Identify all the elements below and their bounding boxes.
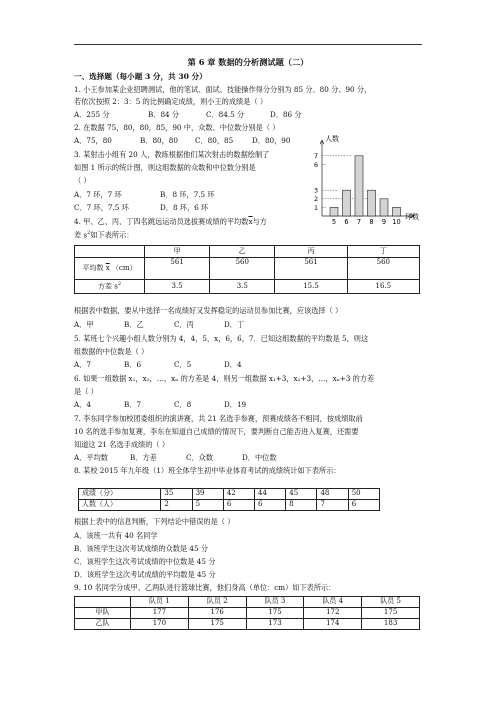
q5-option-b: B．6 bbox=[124, 360, 142, 369]
x-tick-label: 9 bbox=[381, 218, 387, 226]
q3-option-b: B．8 环，7.5 环 bbox=[160, 190, 215, 199]
q9-header-cell: 队员 3 bbox=[246, 597, 304, 608]
q4-line-1-text: 4. 甲、乙、丙、丁四名跳远运动员选拔赛成绩的平均数 bbox=[74, 217, 249, 226]
section-heading: 一、选择题（每小题 3 分，共 30 分） bbox=[74, 72, 207, 81]
x-tick-label: 7 bbox=[356, 218, 362, 226]
q8-cell: 39 bbox=[192, 489, 223, 500]
q4-line-2-text: 差 s bbox=[74, 230, 88, 240]
q8-cell: 6 bbox=[348, 500, 379, 511]
q4-cell: 3.5 bbox=[145, 280, 210, 294]
q3-option-a: A．7 环，7 环 bbox=[74, 190, 122, 199]
table-row bbox=[75, 608, 420, 619]
q4-header-cell bbox=[75, 246, 145, 258]
q8-option-b: B．该班学生这次考试成绩的众数是 45 分 bbox=[74, 544, 208, 553]
q5-line-2: 组数据的中位数是（ ） bbox=[74, 347, 149, 356]
table-row bbox=[75, 258, 420, 280]
q1-line-2: 若依次按照 2：3：5 的比例确定成绩，则小王的成绩是（ ） bbox=[74, 97, 268, 106]
q3-line-3: （ ） bbox=[74, 176, 91, 185]
q8-cell: 48 bbox=[317, 489, 348, 500]
q9-cell: 177 bbox=[131, 608, 189, 619]
q4-row1-xbar: $\overline{x}$ bbox=[105, 263, 110, 272]
table-row bbox=[75, 597, 420, 608]
x-axis-label: 环数 bbox=[405, 213, 419, 221]
q9-header-cell: 队员 5 bbox=[362, 597, 420, 608]
q9-header-cell: 队员 4 bbox=[304, 597, 362, 608]
bar-8 bbox=[368, 190, 376, 216]
q4-cell: 561 bbox=[145, 258, 210, 280]
q7-line-3: 知道这 21 名选手成绩的（ ） bbox=[74, 440, 170, 449]
q8-cell: 5 bbox=[192, 500, 223, 511]
q3-bar-chart bbox=[306, 135, 438, 228]
y-tick-label: 6 bbox=[313, 160, 319, 169]
q8-cell: 6 bbox=[255, 500, 286, 511]
q6-option-a: A．4 bbox=[74, 400, 91, 409]
q9-cell: 乙队 bbox=[75, 619, 131, 630]
q7-option-a: A．平均数 bbox=[74, 453, 108, 462]
q3-option-d: D．8 环，6 环 bbox=[160, 203, 209, 212]
q6-option-d: D．19 bbox=[224, 400, 247, 409]
q4-header-cell: 丙 bbox=[275, 246, 347, 258]
y-tick-label: 1 bbox=[313, 203, 319, 212]
q8-cell: 35 bbox=[161, 489, 192, 500]
q8-cell: 45 bbox=[286, 489, 317, 500]
q9-cell: 175 bbox=[246, 608, 304, 619]
q4-row-label bbox=[75, 258, 145, 280]
q6-option-b: B．7 bbox=[124, 400, 142, 409]
q9-cell: 170 bbox=[131, 619, 189, 630]
q1-option-a: A．255 分 bbox=[74, 110, 110, 119]
q2-option-d: D．80，90 bbox=[252, 136, 291, 145]
q5-option-a: A．7 bbox=[74, 360, 91, 369]
q8-line-1: 8. 某校 2015 年九年级（1）班全体学生初中毕业体育考试的成绩统计如下表所示： bbox=[74, 466, 341, 475]
q8-option-c: C．该班学生这次考试成绩的中位数是 45 分 bbox=[74, 557, 216, 566]
q8-after: 根据上表中的信息判断，下列结论中错误的是（ ） bbox=[74, 517, 235, 526]
q4-option-d: D．丁 bbox=[224, 320, 245, 329]
q4-line-1 bbox=[74, 217, 267, 227]
q1-option-d: D．86 分 bbox=[270, 110, 302, 119]
q4-header-cell: 甲 bbox=[145, 246, 210, 258]
q9-table bbox=[74, 596, 420, 630]
q4-line-1-tail: 与方 bbox=[252, 217, 267, 226]
y-tick-label: 3 bbox=[313, 186, 319, 195]
q9-header-cell: 队员 2 bbox=[188, 597, 246, 608]
q9-cell: 甲队 bbox=[75, 608, 131, 619]
q6-option-c: C．8 bbox=[174, 400, 192, 409]
q3-line-1: 3. 某射击小组有 20 人，教练根据他们某次射击的数据绘制了 bbox=[74, 150, 270, 159]
q4-line-2-sup: 2 bbox=[87, 230, 91, 236]
q4-option-c: C．丙 bbox=[174, 320, 194, 329]
table-row bbox=[79, 489, 380, 500]
q4-line-2 bbox=[74, 230, 134, 240]
q8-cell: 50 bbox=[348, 489, 379, 500]
page-title: 第 6 章 数据的分析测试题（二） bbox=[187, 57, 309, 67]
y-tick-label: 2 bbox=[313, 195, 319, 204]
q8-table bbox=[78, 488, 380, 511]
bar-5 bbox=[330, 207, 338, 216]
x-tick-label: 5 bbox=[331, 218, 337, 226]
q7-line-1: 7. 李东同学参加校团委组织的演讲赛，共 21 名选手参赛，预赛成绩各不相同，按成绩取前 bbox=[74, 414, 363, 423]
q2-option-b: B．80，80 bbox=[140, 136, 178, 145]
q4-after: 根据表中数据，要从中选择一名成绩好又发挥稳定的运动员参加比赛，应该选择（ ） bbox=[74, 306, 343, 315]
q8-cell: 6 bbox=[223, 500, 254, 511]
q5-option-d: D．4 bbox=[224, 360, 242, 369]
q4-row1-label: 平均数 bbox=[82, 263, 104, 272]
q9-cell: 175 bbox=[188, 619, 246, 630]
q9-cell: 173 bbox=[246, 619, 304, 630]
table-row bbox=[75, 246, 420, 258]
bar-6 bbox=[343, 190, 351, 216]
header-rule bbox=[74, 44, 422, 45]
q4-cell: 560 bbox=[210, 258, 275, 280]
q2-option-c: C．80，85 bbox=[195, 136, 234, 145]
q8-cell: 成绩（分） bbox=[79, 489, 161, 500]
bar-7 bbox=[355, 156, 363, 216]
x-tick-label: 10 bbox=[392, 218, 401, 226]
q8-cell: 44 bbox=[255, 489, 286, 500]
q8-cell: 人数（人） bbox=[79, 500, 161, 511]
q8-cell: 8 bbox=[286, 500, 317, 511]
q8-option-d: D．该班学生这次考试成绩的平均数是 45 分 bbox=[74, 570, 216, 579]
q4-row1-unit: （cm） bbox=[111, 263, 137, 272]
q7-option-d: D．中位数 bbox=[242, 453, 277, 462]
q4-cell: 3.5 bbox=[210, 280, 275, 294]
q9-header-cell bbox=[75, 597, 131, 608]
q1-option-c: C．84.5 分 bbox=[206, 110, 245, 119]
q4-xbar: $\overline{x}$ bbox=[248, 217, 253, 226]
q4-cell: 561 bbox=[275, 258, 347, 280]
q9-cell: 176 bbox=[188, 608, 246, 619]
bar-9 bbox=[380, 199, 388, 216]
q5-line-1: 5. 某班七个兴趣小组人数分别为 4，4，5，x，6，6，7．已知这组数据的平均数是 5，则这 bbox=[74, 334, 369, 343]
q9-line-1: 9. 10 名同学分成甲、乙两队进行篮球比赛，他们身高（单位：cm）如下表所示： bbox=[74, 583, 336, 592]
q8-option-a: A．该班一共有 40 名同学 bbox=[74, 531, 158, 540]
q4-cell: 15.5 bbox=[275, 280, 347, 294]
x-tick-label: 6 bbox=[344, 218, 349, 226]
q4-line-2-tail: 如下表所示： bbox=[90, 230, 134, 240]
q9-header-cell: 队员 1 bbox=[131, 597, 189, 608]
q3-line-2: 如图 1 所示的统计图，则这组数据的众数和中位数分别是 bbox=[74, 163, 256, 172]
q8-cell: 7 bbox=[317, 500, 348, 511]
q7-option-b: B．方差 bbox=[130, 453, 157, 462]
q2-line-1: 2. 在数据 75，80，80，85，90 中，众数、中位数分别是（ ） bbox=[74, 123, 280, 132]
table-row bbox=[79, 500, 380, 511]
q9-cell: 175 bbox=[362, 608, 420, 619]
q4-header-cell: 丁 bbox=[347, 246, 419, 258]
q5-option-c: C．5 bbox=[174, 360, 192, 369]
q1-line-1: 1. 小王参加某企业招聘测试，他的笔试、面试、技能操作得分分别为 85 分、80 分、90 分， bbox=[74, 85, 372, 94]
q4-cell: 560 bbox=[347, 258, 419, 280]
q4-table bbox=[74, 245, 420, 294]
q9-cell: 172 bbox=[304, 608, 362, 619]
q6-line-1: 6. 如果一组数据 x₁，x₂，…，xₙ 的方差是 4，则另一组数据 x₁+3，x₂+3，…，xₙ+3 的方差 bbox=[74, 374, 375, 383]
q4-option-b: B．乙 bbox=[124, 320, 144, 329]
bar-10 bbox=[393, 207, 401, 216]
q8-cell: 42 bbox=[223, 489, 254, 500]
q2-option-a: A．75，80 bbox=[74, 136, 112, 145]
q4-header-cell: 乙 bbox=[210, 246, 275, 258]
q4-row-label bbox=[75, 280, 145, 294]
x-tick-label: 8 bbox=[369, 218, 374, 226]
q4-row2-sup: 2 bbox=[117, 281, 121, 288]
table-row bbox=[75, 280, 420, 294]
table-row bbox=[75, 619, 420, 630]
q4-row2-label: 方差 s bbox=[97, 282, 118, 291]
y-axis-label: 人数 bbox=[325, 135, 339, 144]
q9-cell: 183 bbox=[362, 619, 420, 630]
q7-line-2: 10 名的选手参加复赛，李东在知道自己成绩的情况下，要判断自己能否进入复赛，还需要 bbox=[74, 427, 359, 436]
q7-option-c: C．众数 bbox=[186, 453, 214, 462]
q8-cell: 2 bbox=[161, 500, 192, 511]
y-tick-label: 7 bbox=[313, 152, 319, 161]
q6-line-2: 是（ ） bbox=[74, 387, 98, 396]
q9-cell: 174 bbox=[304, 619, 362, 630]
q4-cell: 16.5 bbox=[347, 280, 419, 294]
q4-option-a: A．甲 bbox=[74, 320, 94, 329]
q1-option-b: B．84 分 bbox=[148, 110, 180, 119]
q3-option-c: C．7 环，7.5 环 bbox=[74, 203, 129, 212]
